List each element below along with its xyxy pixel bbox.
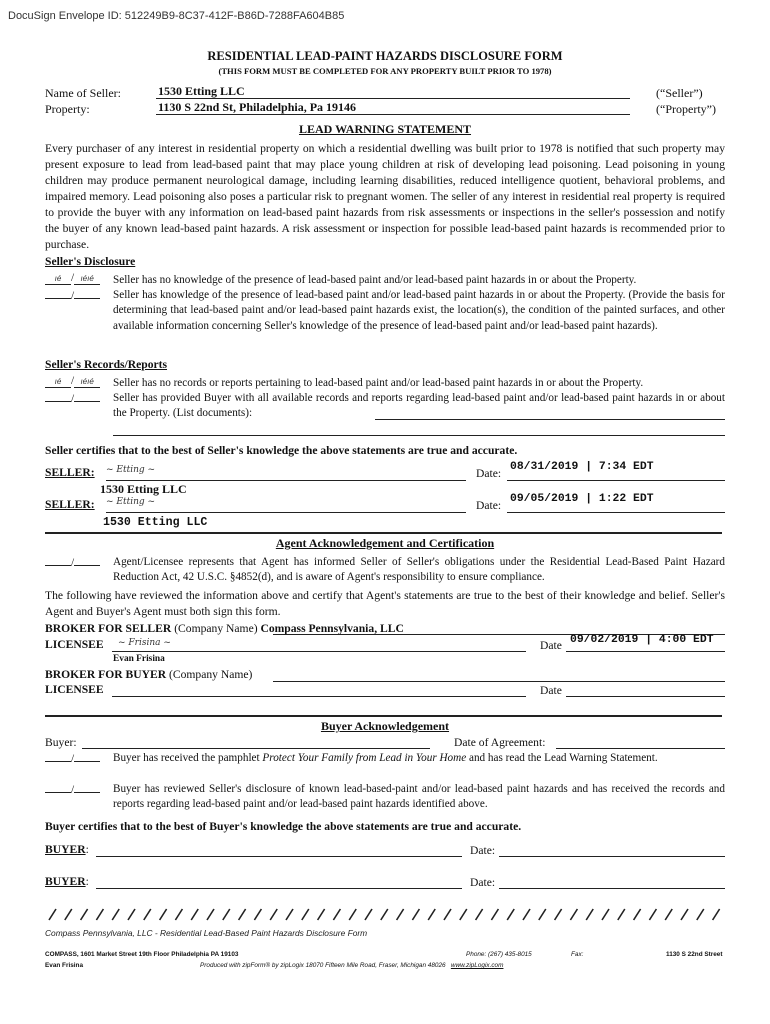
company-name-label: (Company Name) xyxy=(169,668,253,681)
buyer-date-label-2: Date: xyxy=(470,876,496,889)
records-initials-2[interactable]: / xyxy=(45,391,100,405)
footer-phone: Phone: (267) 435-8015 xyxy=(466,951,532,958)
seller-date-line-1[interactable] xyxy=(507,480,725,481)
initial-blank xyxy=(74,391,100,402)
seller-printed-1: 1530 Etting LLC xyxy=(100,482,187,496)
buyer-certify: Buyer certifies that to the best of Buyer's knowledge the above statements are true and accurate. xyxy=(45,820,522,833)
seller-signature-line-2[interactable] xyxy=(106,512,466,513)
slash-mark xyxy=(144,909,151,920)
slash-mark xyxy=(381,909,388,920)
licensee-label: LICENSEE xyxy=(45,638,104,651)
buyer-licensee-date-line[interactable] xyxy=(566,696,725,697)
slash-mark xyxy=(302,909,309,920)
slash-mark xyxy=(428,909,435,920)
slash-mark xyxy=(491,909,498,920)
buyer-item-2: Buyer has reviewed Seller's disclosure of known lead-based-paint and/or lead-based paint hazards and has received the records and reports regarding lead-based paint and/or lead-based paint hazards identified above. xyxy=(113,783,725,811)
slash-mark xyxy=(318,909,325,920)
buyer-initials-1[interactable]: / xyxy=(45,751,100,765)
slash-mark xyxy=(286,909,293,920)
records-initials-1[interactable]: ıé / ıéıé xyxy=(45,375,100,388)
buyer-sig-label: BUYER xyxy=(45,843,86,856)
slash-mark xyxy=(207,909,214,920)
pamphlet-title: Protect Your Family from Lead in Your Home xyxy=(262,752,467,764)
divider xyxy=(45,532,722,534)
slash-mark xyxy=(444,909,451,920)
slash-mark xyxy=(96,909,103,920)
initial-blank: ıé xyxy=(45,274,71,285)
broker-buyer-row xyxy=(45,668,252,681)
buyer-sig-label: BUYER xyxy=(45,875,86,888)
warning-text: Every purchaser of any interest in residential property on which a residential dwelling was built prior to 1978 is notified that such property may present exposure to lead from lead-based paint that may place young children at risk of developing lead poisoning. Lead poisoning in young children may produce permanent neurological damage, including learning disabilities, reduced intelligence quotient, behavioral problems, and impaired memory. Lead poisoning also poses a particular risk to pregnant women. The seller of any interest in residential real property is required to provide the buyer with any information on lead-based paint hazards from risk assessments or inspections in the seller's possession and notify the buyer of any known lead-based paint hazards. A risk assessment or inspection for possible lead-based paint hazards is recommended prior to purchase. xyxy=(45,142,725,251)
initial-blank xyxy=(45,391,71,402)
seller-signature-line-1[interactable] xyxy=(106,480,466,481)
footer-address: 1130 S 22nd Street xyxy=(666,951,723,958)
broker-seller-name: Compass Pennsylvania, LLC xyxy=(260,622,404,635)
buyer-date-line-1[interactable] xyxy=(499,856,725,857)
slash-mark xyxy=(49,909,56,920)
slash-mark xyxy=(476,909,483,920)
slash-mark xyxy=(223,909,230,920)
date-label: Date: xyxy=(476,467,502,480)
produced-text: Produced with zipForm® by zipLogix 18070 Fifteen Mile Road, Fraser, Michigan 48026 xyxy=(200,962,446,969)
buyer-initials-2[interactable]: / xyxy=(45,782,100,796)
disclosure-item-1: Seller has no knowledge of the presence of lead-based paint and/or lead-based paint hazards in or about the Property. xyxy=(113,274,637,286)
disclosure-initials-2[interactable]: / xyxy=(45,288,100,302)
initial-blank xyxy=(74,751,100,762)
records-item-1: Seller has no records or reports pertaining to lead-based paint and/or lead-based paint hazards in or about the Property. xyxy=(113,377,644,389)
slash-mark xyxy=(681,909,688,920)
slash-mark xyxy=(713,909,720,920)
seller-date-1: 08/31/2019 | 7:34 EDT xyxy=(510,461,654,473)
footer-fax: Fax: xyxy=(571,951,584,958)
buyer-name-line[interactable] xyxy=(82,748,430,749)
buyer-signature-line-1[interactable] xyxy=(96,856,462,857)
documents-list-line-1[interactable] xyxy=(375,419,725,420)
slash-mark xyxy=(570,909,577,920)
seller-tag: (“Seller”) xyxy=(656,86,703,100)
slash-mark xyxy=(270,909,277,920)
warning-heading: LEAD WARNING STATEMENT xyxy=(298,122,472,136)
agent-heading: Agent Acknowledgement and Certification xyxy=(275,536,495,550)
seller-sig-label: SELLER: xyxy=(45,466,95,479)
disclosure-item-2: Seller has knowledge of the presence of lead-based paint and/or lead-based paint hazards in or about the Property. (Provide the basis for determining that lead-based paint and/or lead-based paint hazards exist, the location(s), the condition of the painted surfaces, and other available information concerning Seller's knowledge of the presence of lead-based paint and/or lead-based paint hazards). xyxy=(113,289,725,332)
slash-mark xyxy=(349,909,356,920)
slash-mark xyxy=(65,909,72,920)
slash-row-graphic xyxy=(45,906,725,924)
footer-produced xyxy=(200,962,503,969)
initial-blank: ıé xyxy=(45,377,71,388)
agent-review: The following have reviewed the information above and certify that Agent's statements are true to the best of their knowledge and belief. Seller's Agent and Buyer's Agent must both sign this form. xyxy=(45,589,725,618)
agent-initials[interactable]: / xyxy=(45,555,100,569)
slash-mark xyxy=(586,909,593,920)
licensee-date-line[interactable] xyxy=(566,651,725,652)
seller-date-2: 09/05/2019 | 1:22 EDT xyxy=(510,493,654,505)
licensee-date-label: Date xyxy=(540,639,562,652)
initial-blank xyxy=(45,288,71,299)
initial-blank xyxy=(45,555,71,566)
initial-blank xyxy=(45,751,71,762)
initial-blank: ıéıé xyxy=(74,274,100,285)
divider xyxy=(45,715,722,717)
buyer-licensee-date-label: Date xyxy=(540,684,562,697)
initial-blank xyxy=(74,288,100,299)
slash-mark xyxy=(175,909,182,920)
property-address: 1130 S 22nd St, Philadelphia, Pa 19146 xyxy=(158,100,357,114)
slash-mark xyxy=(254,909,261,920)
slash-mark xyxy=(523,909,530,920)
initial-blank xyxy=(45,782,71,793)
slash-mark xyxy=(507,909,514,920)
licensee-label-2: LICENSEE xyxy=(45,683,104,696)
company-name-label: (Company Name) xyxy=(174,622,258,635)
property-label: Property: xyxy=(45,102,90,116)
seller-name: 1530 Etting LLC xyxy=(158,84,245,98)
sellers-records-heading: Seller's Records/Reports xyxy=(45,358,168,371)
slash-mark xyxy=(128,909,135,920)
buyer-heading: Buyer Acknowledgement xyxy=(320,719,450,733)
buyer-item-1 xyxy=(113,751,725,766)
licensee-signature: ~ Frisina ~ xyxy=(118,638,171,648)
footer-agent: Evan Frisina xyxy=(45,962,84,969)
buyer-item-1-text-b: and has read the Lead Warning Statement. xyxy=(468,752,658,764)
seller-label: Name of Seller: xyxy=(45,86,121,100)
slash-mark xyxy=(160,909,167,920)
agreement-label: Date of Agreement: xyxy=(454,736,546,749)
buyer-sig-row-1: BUYER: xyxy=(45,843,89,856)
slash-mark xyxy=(602,909,609,920)
initial-blank xyxy=(74,555,100,566)
agent-item: Agent/Licensee represents that Agent has informed Seller of Seller's obligations under the Residential Lead-Based Paint Hazard Reduction Act, 42 U.S.C. §4852(d), and is aware of Agent's responsibility to ensure compliance. xyxy=(113,556,725,584)
form-subtitle: (THIS FORM MUST BE COMPLETED FOR ANY PROPERTY BUILT PRIOR TO 1978) xyxy=(218,66,552,76)
seller-signature-2: ~ Etting ~ xyxy=(106,497,156,507)
slash-mark xyxy=(555,909,562,920)
broker-buyer-label: BROKER FOR BUYER xyxy=(45,668,167,681)
buyer-item-1-text: Buyer has received the pamphlet xyxy=(113,752,260,764)
slash-mark xyxy=(397,909,404,920)
date-label: Date: xyxy=(476,499,502,512)
slash-mark xyxy=(697,909,704,920)
documents-list-line-2[interactable] xyxy=(113,435,725,436)
property-tag: (“Property”) xyxy=(656,102,716,116)
slash-mark xyxy=(365,909,372,920)
licensee-name: Evan Frisina xyxy=(113,654,165,664)
licensee-date: 09/02/2019 | 4:00 EDT xyxy=(570,634,714,646)
buyer-date-line-2[interactable] xyxy=(499,888,725,889)
slash-mark xyxy=(539,909,546,920)
seller-date-line-2[interactable] xyxy=(507,512,725,513)
initials-slash-row xyxy=(45,906,725,924)
slash-mark xyxy=(665,909,672,920)
website-link[interactable]: www.zipLogix.com xyxy=(450,962,504,969)
licensee-signature-line[interactable] xyxy=(112,651,526,652)
slash-mark xyxy=(333,909,340,920)
slash-mark xyxy=(239,909,246,920)
seller-signature-1: ~ Etting ~ xyxy=(106,465,156,475)
broker-buyer-line[interactable] xyxy=(273,681,725,682)
footer-form-name: Compass Pennsylvania, LLC - Residential Lead-Based Paint Hazards Disclosure Form xyxy=(45,928,368,938)
slash-mark xyxy=(649,909,656,920)
slash-mark xyxy=(460,909,467,920)
sellers-disclosure-heading: Seller's Disclosure xyxy=(45,255,136,268)
slash-mark xyxy=(81,909,88,920)
slash-mark xyxy=(191,909,198,920)
envelope-id: DocuSign Envelope ID: 512249B9-8C37-412F-B86D-7288FA604B85 xyxy=(8,10,345,22)
buyer-date-label-1: Date: xyxy=(470,844,496,857)
buyer-label: Buyer: xyxy=(45,736,77,749)
seller-printed-2: 1530 Etting LLC xyxy=(103,516,208,529)
initial-blank xyxy=(74,782,100,793)
form-title: RESIDENTIAL LEAD-PAINT HAZARDS DISCLOSURE FORM xyxy=(207,49,563,63)
seller-certify: Seller certifies that to the best of Seller's knowledge the above statements are true and accurate. xyxy=(45,444,518,457)
records-item-2: Seller has provided Buyer with all available records and reports regarding lead-based paint and/or lead-based paint hazards in or about the Property. (List documents): xyxy=(113,392,725,420)
slash-mark xyxy=(112,909,119,920)
slash-mark xyxy=(412,909,419,920)
seller-sig-label-2: SELLER: xyxy=(45,498,95,511)
broker-seller-label: BROKER FOR SELLER xyxy=(45,622,172,635)
slash-mark xyxy=(634,909,641,920)
buyer-sig-row-2: BUYER: xyxy=(45,875,89,888)
disclosure-initials-1[interactable]: ıé / ıéıé xyxy=(45,272,100,285)
initial-blank: ıéıé xyxy=(74,377,100,388)
buyer-licensee-line[interactable] xyxy=(112,696,526,697)
footer-company: COMPASS, 1601 Market Street 19th Floor Philadelphia PA 19103 xyxy=(45,951,239,958)
agreement-date-line[interactable] xyxy=(556,748,725,749)
buyer-signature-line-2[interactable] xyxy=(96,888,462,889)
slash-mark xyxy=(618,909,625,920)
